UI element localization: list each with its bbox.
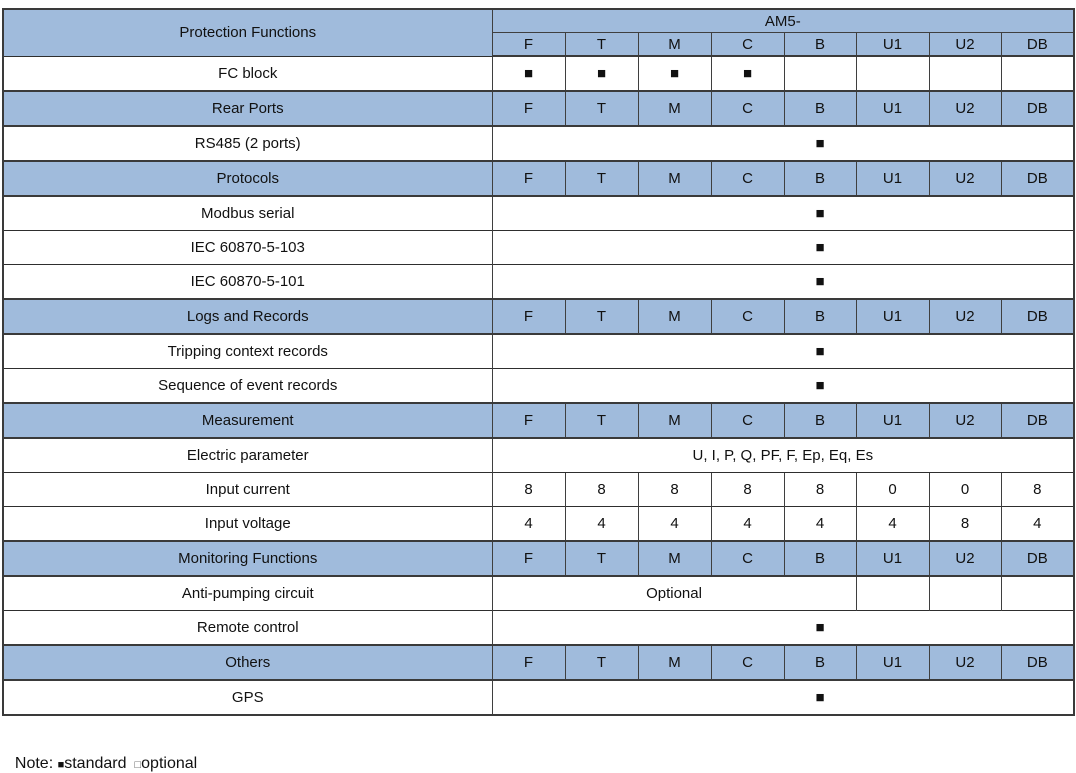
column-header-c: C	[711, 33, 784, 57]
column-header-u1: U1	[856, 541, 929, 576]
cell-db	[1001, 576, 1074, 611]
note-standard-label: standard	[64, 755, 127, 772]
cell-f: 8	[492, 473, 565, 507]
column-header-db: DB	[1001, 91, 1074, 126]
header-row-group	[3, 9, 1074, 33]
cell-m: 8	[638, 473, 711, 507]
row-rs485	[3, 126, 1074, 161]
column-header-b: B	[784, 403, 856, 438]
column-header-t: T	[565, 161, 638, 196]
cell-f: ■	[492, 56, 565, 91]
column-header-db: DB	[1001, 161, 1074, 196]
column-header-c: C	[711, 403, 784, 438]
cell-c: ■	[711, 56, 784, 91]
cell-c: 8	[711, 473, 784, 507]
column-header-t: T	[565, 33, 638, 57]
column-header-m: M	[638, 33, 711, 57]
column-header-u1: U1	[856, 645, 929, 680]
row-label: Tripping context records	[3, 334, 492, 369]
column-header-m: M	[638, 299, 711, 334]
cell-db: 8	[1001, 473, 1074, 507]
column-header-t: T	[565, 91, 638, 126]
row-label: GPS	[3, 680, 492, 715]
column-header-c: C	[711, 91, 784, 126]
column-header-c: C	[711, 299, 784, 334]
cell-b: 4	[784, 507, 856, 542]
row-label: Electric parameter	[3, 438, 492, 473]
electric-parameter-values: U, I, P, Q, PF, F, Ep, Eq, Es	[492, 438, 1074, 473]
row-fc-block	[3, 56, 1074, 91]
column-header-m: M	[638, 91, 711, 126]
cell-c: 4	[711, 507, 784, 542]
column-header-t: T	[565, 403, 638, 438]
column-header-f: F	[492, 33, 565, 57]
row-label: IEC 60870-5-103	[3, 231, 492, 265]
row-iec-60870-5-101	[3, 265, 1074, 300]
column-header-m: M	[638, 403, 711, 438]
standard-mark-b: ■	[784, 611, 856, 646]
column-header-t: T	[565, 299, 638, 334]
section-protocols	[3, 161, 1074, 196]
column-header-u2: U2	[929, 541, 1001, 576]
column-header-db: DB	[1001, 541, 1074, 576]
column-header-b: B	[784, 299, 856, 334]
column-header-m: M	[638, 645, 711, 680]
column-header-u2: U2	[929, 91, 1001, 126]
column-header-u1: U1	[856, 161, 929, 196]
cell-u2: 0	[929, 473, 1001, 507]
cell-db: 4	[1001, 507, 1074, 542]
section-label: Protocols	[3, 161, 492, 196]
standard-mark-b: ■	[784, 369, 856, 404]
row-gps	[3, 680, 1074, 715]
standard-mark-b: ■	[784, 231, 856, 265]
row-label: Sequence of event records	[3, 369, 492, 404]
section-label: Others	[3, 645, 492, 680]
column-header-c: C	[711, 161, 784, 196]
column-header-b: B	[784, 161, 856, 196]
section-label: Monitoring Functions	[3, 541, 492, 576]
row-iec-60870-5-103	[3, 231, 1074, 265]
column-header-f: F	[492, 91, 565, 126]
cell-u2	[929, 56, 1001, 91]
standard-mark-b: ■	[784, 196, 856, 231]
column-header-c: C	[711, 541, 784, 576]
row-input-voltage	[3, 507, 1074, 542]
section-rear-ports	[3, 91, 1074, 126]
column-header-c: C	[711, 645, 784, 680]
row-modbus-serial	[3, 196, 1074, 231]
cell-u2: 8	[929, 507, 1001, 542]
cell-db	[1001, 56, 1074, 91]
row-remote-control	[3, 611, 1074, 646]
filled-square-icon: ■	[57, 759, 65, 771]
row-tripping-context-records	[3, 334, 1074, 369]
column-header-u1: U1	[856, 33, 929, 57]
column-header-u2: U2	[929, 299, 1001, 334]
cell-f: 4	[492, 507, 565, 542]
section-monitoring-functions	[3, 541, 1074, 576]
cell-b: 8	[784, 473, 856, 507]
corner-header: Protection Functions	[3, 9, 492, 56]
cell-b	[784, 56, 856, 91]
column-header-f: F	[492, 541, 565, 576]
column-header-u2: U2	[929, 161, 1001, 196]
row-label: IEC 60870-5-101	[3, 265, 492, 300]
section-label: Logs and Records	[3, 299, 492, 334]
standard-mark-b: ■	[784, 126, 856, 161]
cell-u2	[929, 576, 1001, 611]
standard-mark-b: ■	[784, 265, 856, 300]
cell-u1: 4	[856, 507, 929, 542]
column-header-f: F	[492, 403, 565, 438]
column-header-t: T	[565, 541, 638, 576]
column-header-f: F	[492, 161, 565, 196]
row-label: Remote control	[3, 611, 492, 646]
row-label: Input current	[3, 473, 492, 507]
row-label: Input voltage	[3, 507, 492, 542]
group-header: AM5-	[492, 9, 1074, 33]
column-header-b: B	[784, 33, 856, 57]
section-measurement	[3, 403, 1074, 438]
section-others	[3, 645, 1074, 680]
column-header-m: M	[638, 161, 711, 196]
row-label: Anti-pumping circuit	[3, 576, 492, 611]
row-sequence-of-event-records	[3, 369, 1074, 404]
column-header-db: DB	[1001, 299, 1074, 334]
column-header-u1: U1	[856, 403, 929, 438]
row-input-current	[3, 473, 1074, 507]
row-label: Modbus serial	[3, 196, 492, 231]
column-header-u1: U1	[856, 91, 929, 126]
standard-mark-b: ■	[784, 334, 856, 369]
column-header-db: DB	[1001, 33, 1074, 57]
section-label: Measurement	[3, 403, 492, 438]
column-header-u2: U2	[929, 645, 1001, 680]
column-header-f: F	[492, 645, 565, 680]
column-header-t: T	[565, 645, 638, 680]
row-electric-parameter	[3, 438, 1074, 473]
cell-t: 8	[565, 473, 638, 507]
standard-mark-b: ■	[784, 680, 856, 715]
section-label: Rear Ports	[3, 91, 492, 126]
column-header-u2: U2	[929, 403, 1001, 438]
note	[6, 737, 1076, 773]
cell-m: ■	[638, 56, 711, 91]
row-label: FC block	[3, 56, 492, 91]
cell-m: 4	[638, 507, 711, 542]
cell-t: 4	[565, 507, 638, 542]
cell-u1	[856, 576, 929, 611]
section-logs-and-records	[3, 299, 1074, 334]
column-header-db: DB	[1001, 645, 1074, 680]
column-header-b: B	[784, 645, 856, 680]
column-header-u1: U1	[856, 299, 929, 334]
row-label: RS485 (2 ports)	[3, 126, 492, 161]
row-anti-pumping-circuit	[3, 576, 1074, 611]
cell-u1: 0	[856, 473, 929, 507]
am5-feature-table	[2, 8, 1075, 716]
column-header-b: B	[784, 91, 856, 126]
cell-u1	[856, 56, 929, 91]
column-header-b: B	[784, 541, 856, 576]
note-optional-label: optional	[141, 755, 198, 772]
hollow-square-icon: □	[134, 759, 142, 771]
column-header-db: DB	[1001, 403, 1074, 438]
column-header-u2: U2	[929, 33, 1001, 57]
column-header-m: M	[638, 541, 711, 576]
note-prefix: Note:	[14, 755, 58, 772]
optional-span-f-to-b: Optional	[492, 576, 856, 611]
cell-t: ■	[565, 56, 638, 91]
column-header-f: F	[492, 299, 565, 334]
